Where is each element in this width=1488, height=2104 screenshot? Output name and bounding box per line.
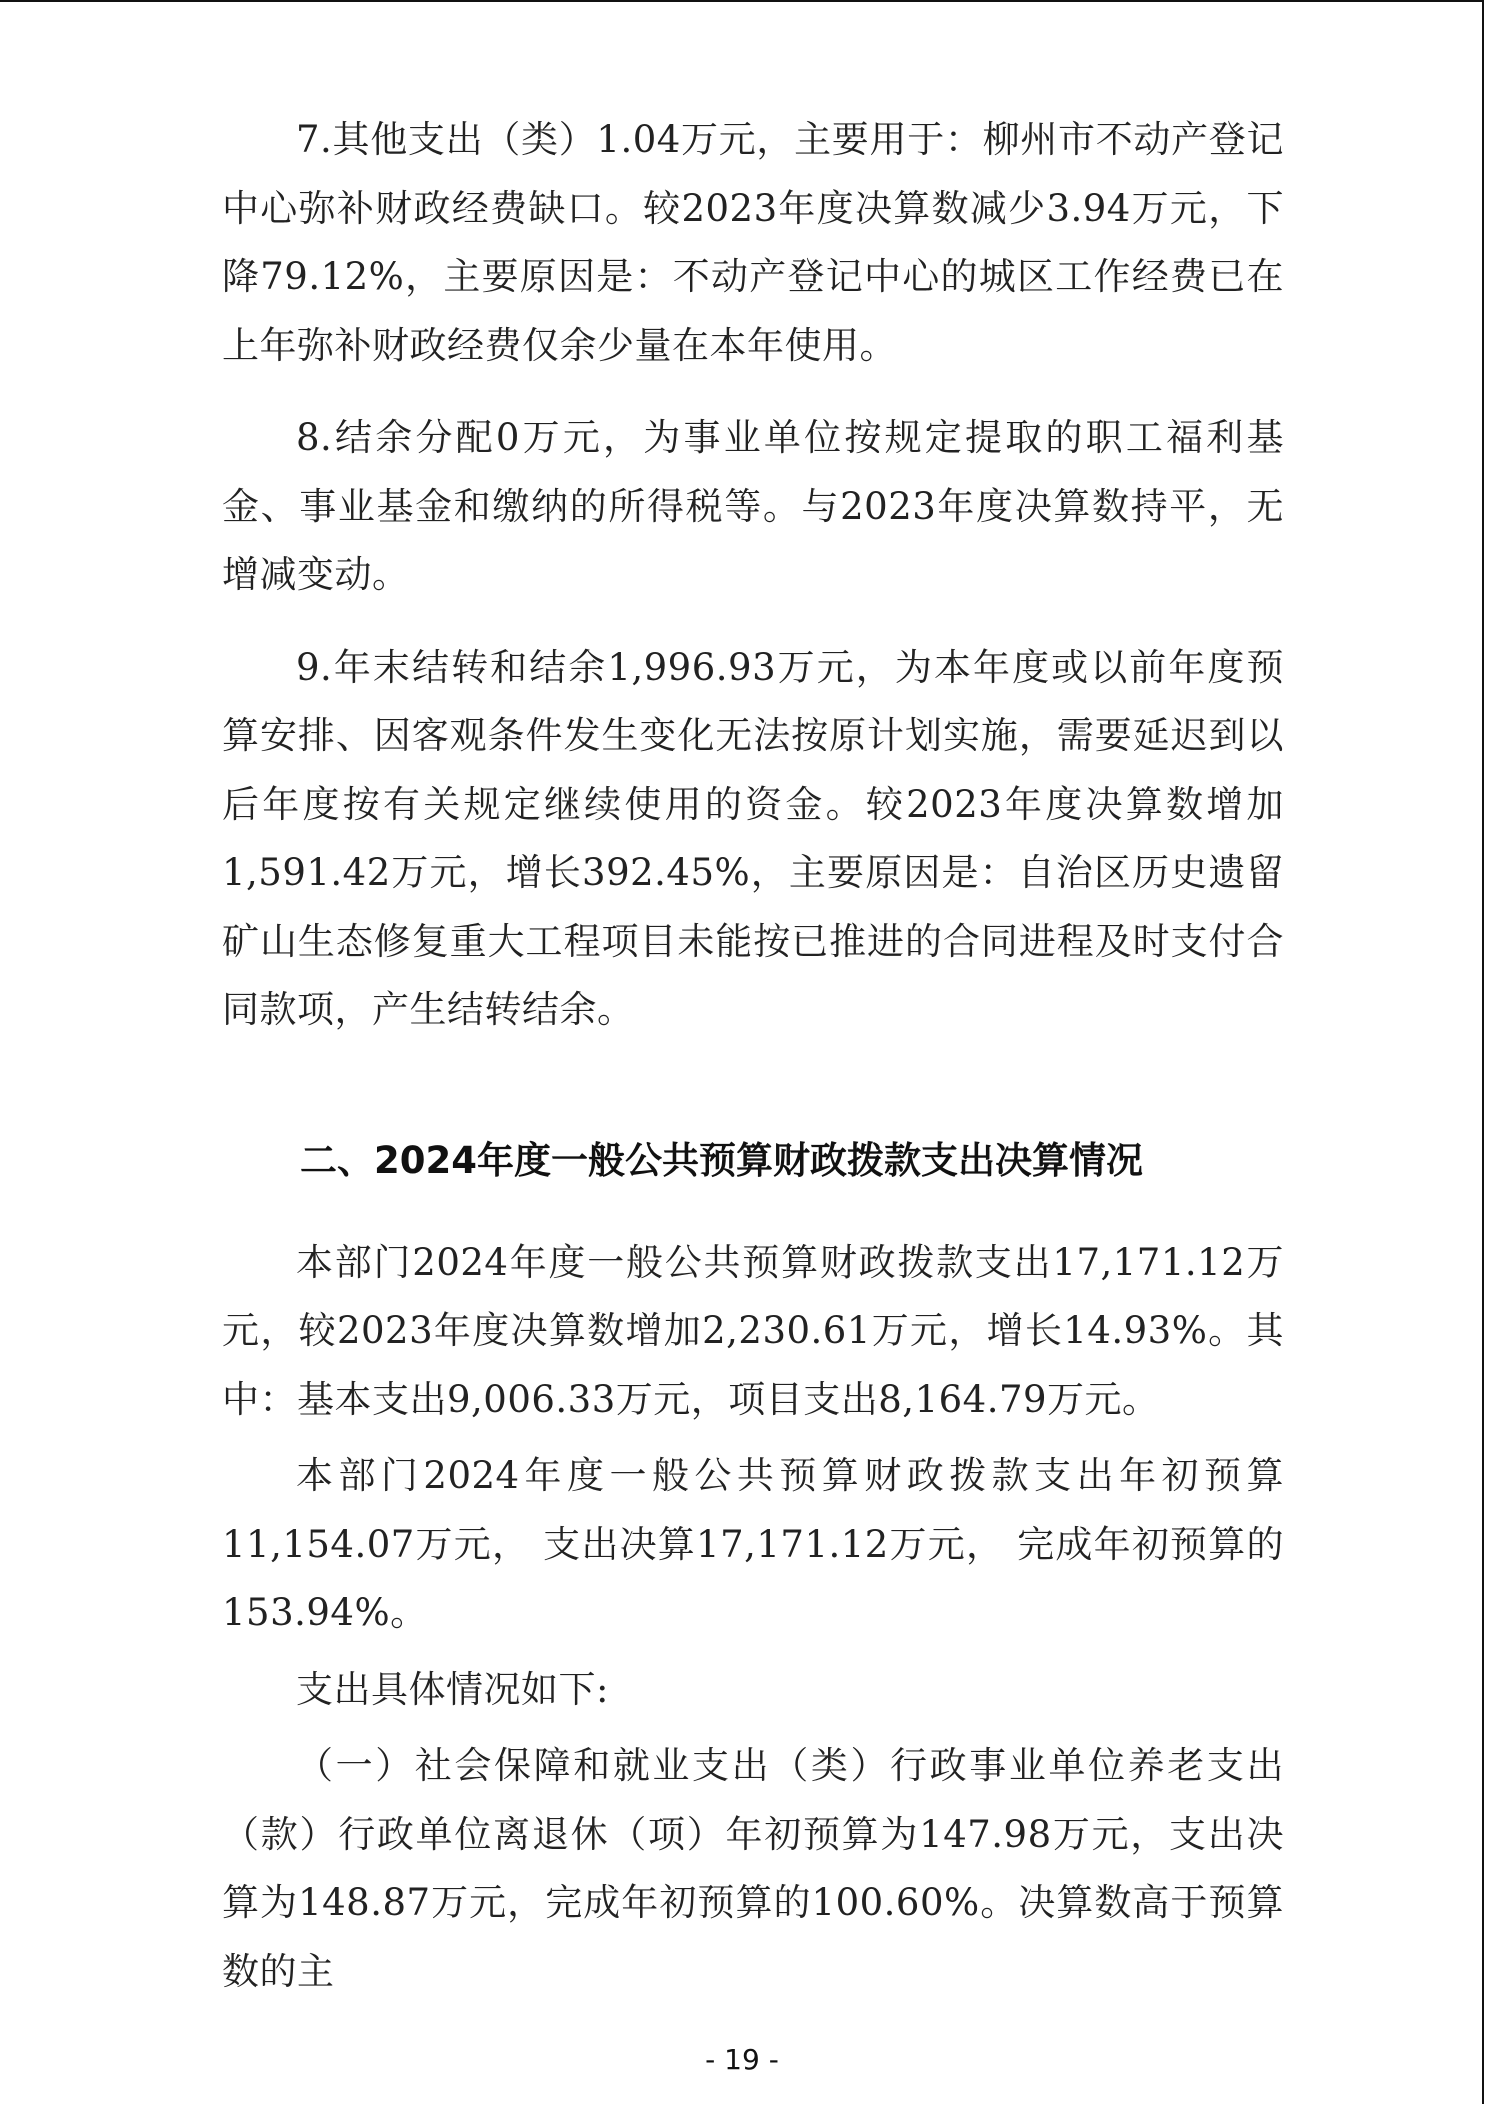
paragraph-budget-completion: 本部门2024年度一般公共预算财政拨款支出年初预算11,154.07万元， 支出决算17,171.12万元， 完成年初预算的153.94%。 bbox=[222, 1454, 1284, 1634]
document-body bbox=[222, 106, 1284, 2006]
section-heading: 二、2024年度一般公共预算财政拨款支出决算情况 bbox=[300, 1138, 1143, 1182]
paragraph-surplus-distribution: 8.结余分配0万元，为事业单位按规定提取的职工福利基金、事业基金和缴纳的所得税等。与2023年度决算数持平，无增减变动。 bbox=[222, 416, 1284, 596]
paragraph-social-security: （一）社会保障和就业支出（类）行政事业单位养老支出（款）行政单位离退休（项）年初预算为147.98万元，支出决算为148.87万元，完成年初预算的100.60%。决算数高于预算数的主 bbox=[222, 1744, 1284, 1993]
paragraph-details-intro: 支出具体情况如下: bbox=[296, 1667, 609, 1711]
page-number: - 19 - bbox=[705, 2043, 779, 2076]
paragraph-year-end-balance: 9.年末结转和结余1,996.93万元，为本年度或以前年度预算安排、因客观条件发生变化无法按原计划实施，需要延迟到以后年度按有关规定继续使用的资金。较2023年度决算数增加1,591.42万元，增长392.45%，主要原因是：自治区历史遗留矿山生态修复重大工程项目未能按已推进的合同进程及时支付合同款项，产生结转结余。 bbox=[222, 645, 1284, 1031]
paragraph-total-expenditure: 本部门2024年度一般公共预算财政拨款支出17,171.12万元，较2023年度决算数增加2,230.61万元，增长14.93%。其中：基本支出9,006.33万元，项目支出8,164.79万元。 bbox=[222, 1240, 1284, 1421]
paragraph-other-expenditure: 7.其他支出（类）1.04万元，主要用于：柳州市不动产登记中心弥补财政经费缺口。较2023年度决算数减少3.94万元，下降79.12%，主要原因是：不动产登记中心的城区工作经费已在上年弥补财政经费仅余少量在本年使用。 bbox=[222, 118, 1284, 367]
